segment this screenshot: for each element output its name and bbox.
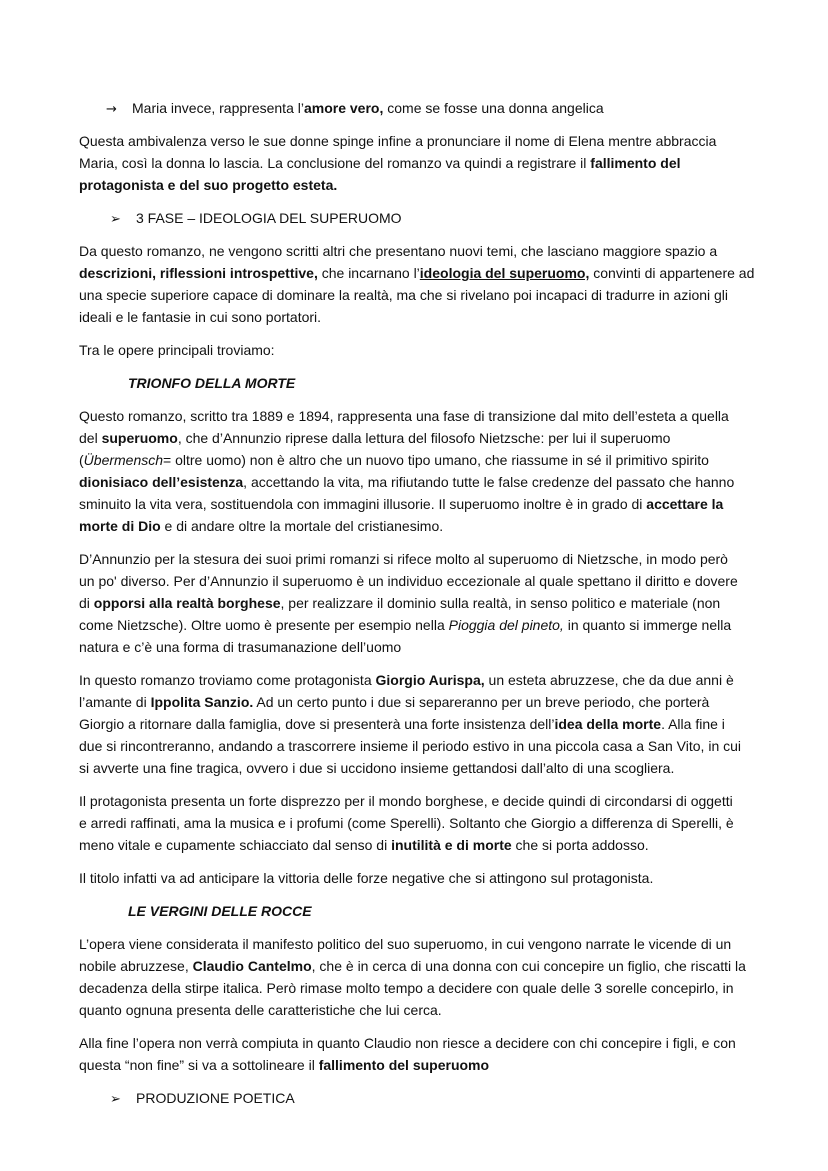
line	[79, 262, 828, 284]
text: che incarnano l’	[317, 265, 420, 281]
bold-text: Claudio Cantelmo	[192, 958, 312, 974]
text: convinti di appartenere ad	[589, 265, 755, 281]
text: come se fosse una donna angelica	[383, 100, 604, 116]
line	[79, 306, 828, 328]
text: sminuito la vita vera, sostituendola con immagini illusorie. Il superuomo inoltre è in grado di	[79, 496, 647, 512]
text: nobile abruzzese,	[79, 958, 193, 974]
text: due si rincontreranno, andando a trascorrere insieme il periodo estivo in una piccola casa a San Vito, in cui	[79, 738, 742, 754]
bold-text: dionisiaco dell’esistenza	[79, 474, 244, 490]
line	[79, 449, 828, 471]
bold-text: Giorgio Aurispa,	[375, 672, 485, 688]
paragraph	[79, 339, 828, 361]
italic-text: Übermensch	[83, 452, 164, 468]
text: e di andare oltre la mortale del cristianesimo.	[160, 518, 444, 534]
line	[79, 834, 828, 856]
right-arrow-icon: →	[106, 102, 117, 117]
text: questa “non fine” si va a sottolineare il	[79, 1057, 319, 1073]
text: , accettando la vita, ma rifiutando tutte le false credenze del passato che hanno	[243, 474, 735, 490]
text: In questo romanzo troviamo come protagonista	[79, 672, 376, 688]
text: L’opera viene considerata il manifesto politico del suo superuomo, in cui vengono narrate le vicende di un	[79, 936, 732, 952]
line	[79, 691, 828, 713]
text: Ad un certo punto i due si separeranno per un breve periodo, che porterà	[253, 694, 710, 710]
text: , che d’Annunzio riprese dalla lettura del filosofo Nietzsche: per lui il superuomo	[177, 430, 671, 446]
line	[79, 570, 828, 592]
text: Giorgio a ritornare dalla famiglia, dove si presenterà una forte insistenza dell’	[79, 716, 555, 732]
arrow-line	[106, 97, 828, 121]
italic-text: Pioggia del pineto,	[448, 617, 564, 633]
text: una specie superiore capace di dominare la realtà, ma che si rivelano poi incapaci di tradurre in azioni gli	[79, 287, 729, 303]
line	[79, 735, 828, 757]
bold-text: fallimento del	[590, 155, 681, 171]
arrowhead-bullet-icon: ➢	[110, 212, 121, 227]
line	[79, 427, 828, 449]
line	[79, 130, 828, 152]
text: , per realizzare il dominio sulla realtà, in senso politico e materiale (non	[280, 595, 721, 611]
title-text: TRIONFO DELLA MORTE	[128, 375, 296, 391]
text: ideali e le fantasie in cui sono portatori.	[79, 309, 322, 325]
line	[79, 757, 828, 779]
bold-text: opporsi alla realtà borghese	[93, 595, 281, 611]
text: si avverte una fine tragica, ovvero i due si uccidono insieme gettandosi dall’alto di una scogliera.	[79, 760, 675, 776]
line	[79, 174, 828, 196]
text: Questo romanzo, scritto tra 1889 e 1894, rappresenta una fase di transizione dal mito dell’esteta a quella	[79, 408, 729, 424]
text: natura e c’è una forma di trasumanazione dell’uomo	[79, 639, 402, 655]
text: del	[79, 430, 102, 446]
text: Maria, così la donna lo lascia. La conclusione del romanzo va quindi a registrare il	[79, 155, 591, 171]
line	[79, 614, 828, 636]
bold-text: descrizioni, riflessioni introspettive,	[79, 265, 318, 281]
line	[79, 1032, 828, 1054]
line	[79, 977, 828, 999]
section-title	[128, 372, 828, 394]
text: un esteta abruzzese, che da due anni è	[484, 672, 734, 688]
bold-text: protagonista e del suo progetto esteta.	[79, 177, 338, 193]
title-text: LE VERGINI DELLE ROCCE	[128, 903, 312, 919]
line	[79, 713, 828, 735]
bold-text: fallimento del superuomo	[318, 1057, 490, 1073]
text: in quanto si immerge nella	[563, 617, 732, 633]
text: (	[79, 452, 84, 468]
line	[79, 812, 828, 834]
text: . Alla fine i	[661, 716, 725, 732]
text: decadenza della stirpe italica. Però rimase molto tempo a decidere con quale delle 3 sorelle concepirlo, in	[79, 980, 734, 996]
line	[79, 284, 828, 306]
paragraph	[79, 867, 828, 889]
bold-text: superuomo	[101, 430, 178, 446]
bullet-heading	[110, 1087, 828, 1111]
line	[79, 152, 828, 174]
text: Tra le opere principali troviamo:	[79, 342, 275, 358]
line	[79, 1054, 828, 1076]
text: = oltre uomo) non è altro che un nuovo tipo umano, che riassume in sé il primitivo spirito	[163, 452, 709, 468]
bold-text: amore vero,	[303, 100, 384, 116]
line	[79, 790, 828, 812]
text: , che è in cerca di una donna con cui concepire un figlio, che riscatti la	[311, 958, 746, 974]
text: e arredi raffinati, ama la musica e i profumi (come Sperelli). Soltanto che Giorgio a differenza di Sperelli, è	[79, 815, 734, 831]
bold-text: morte di Dio	[79, 518, 161, 534]
arrowhead-bullet-icon: ➢	[110, 1092, 121, 1107]
line	[79, 493, 828, 515]
section-title	[128, 900, 828, 922]
line	[79, 955, 828, 977]
line	[79, 515, 828, 537]
text: Maria invece, rappresenta l’	[132, 100, 304, 116]
text: meno vitale e cupamente schiacciato dal senso di	[79, 837, 392, 853]
line	[79, 592, 828, 614]
bold-text: Ippolita Sanzio.	[150, 694, 254, 710]
line	[79, 999, 828, 1021]
line	[79, 471, 828, 493]
bullet-heading	[110, 207, 828, 231]
text: Alla fine l’opera non verrà compiuta in quanto Claudio non riesce a decidere con chi concepire i figli, e con	[79, 1035, 736, 1051]
line	[79, 669, 828, 691]
text: Da questo romanzo, ne vengono scritti altri che presentano nuovi temi, che lasciano maggiore spazio a	[79, 243, 718, 259]
text: Questa ambivalenza verso le sue donne spinge infine a pronunciare il nome di Elena mentre abbraccia	[79, 133, 717, 149]
text: di	[79, 595, 94, 611]
line	[79, 548, 828, 570]
text: Il titolo infatti va ad anticipare la vittoria delle forze negative che si attingono sul protagonista.	[79, 870, 654, 886]
bold-text: inutilità e di morte	[391, 837, 512, 853]
bold-text: accettare la	[646, 496, 724, 512]
bold-text: idea della morte	[554, 716, 662, 732]
text: un po' diverso. Per d’Annunzio il superuomo è un individuo eccezionale al quale spettano il diritto e dovere	[79, 573, 738, 589]
heading-text: 3 FASE – IDEOLOGIA DEL SUPERUOMO	[136, 210, 402, 226]
bold-underlined-text: ideologia del superuomo,	[419, 265, 590, 281]
line	[79, 933, 828, 955]
text: che si porta addosso.	[511, 837, 649, 853]
heading-text: PRODUZIONE POETICA	[136, 1090, 295, 1106]
line	[79, 405, 828, 427]
text: D’Annunzio per la stesura dei suoi primi romanzi si rifece molto al superuomo di Nietzsche, in modo però	[79, 551, 728, 567]
text: quanto ognuna presenta delle caratteristiche che lui cerca.	[79, 1002, 442, 1018]
text: Il protagonista presenta un forte disprezzo per il mondo borghese, e decide quindi di circondarsi di oggetti	[79, 793, 733, 809]
text: l’amante di	[79, 694, 151, 710]
text: come Nietzsche). Oltre uomo è presente per esempio nella	[79, 617, 449, 633]
line	[79, 240, 828, 262]
line	[79, 636, 828, 658]
